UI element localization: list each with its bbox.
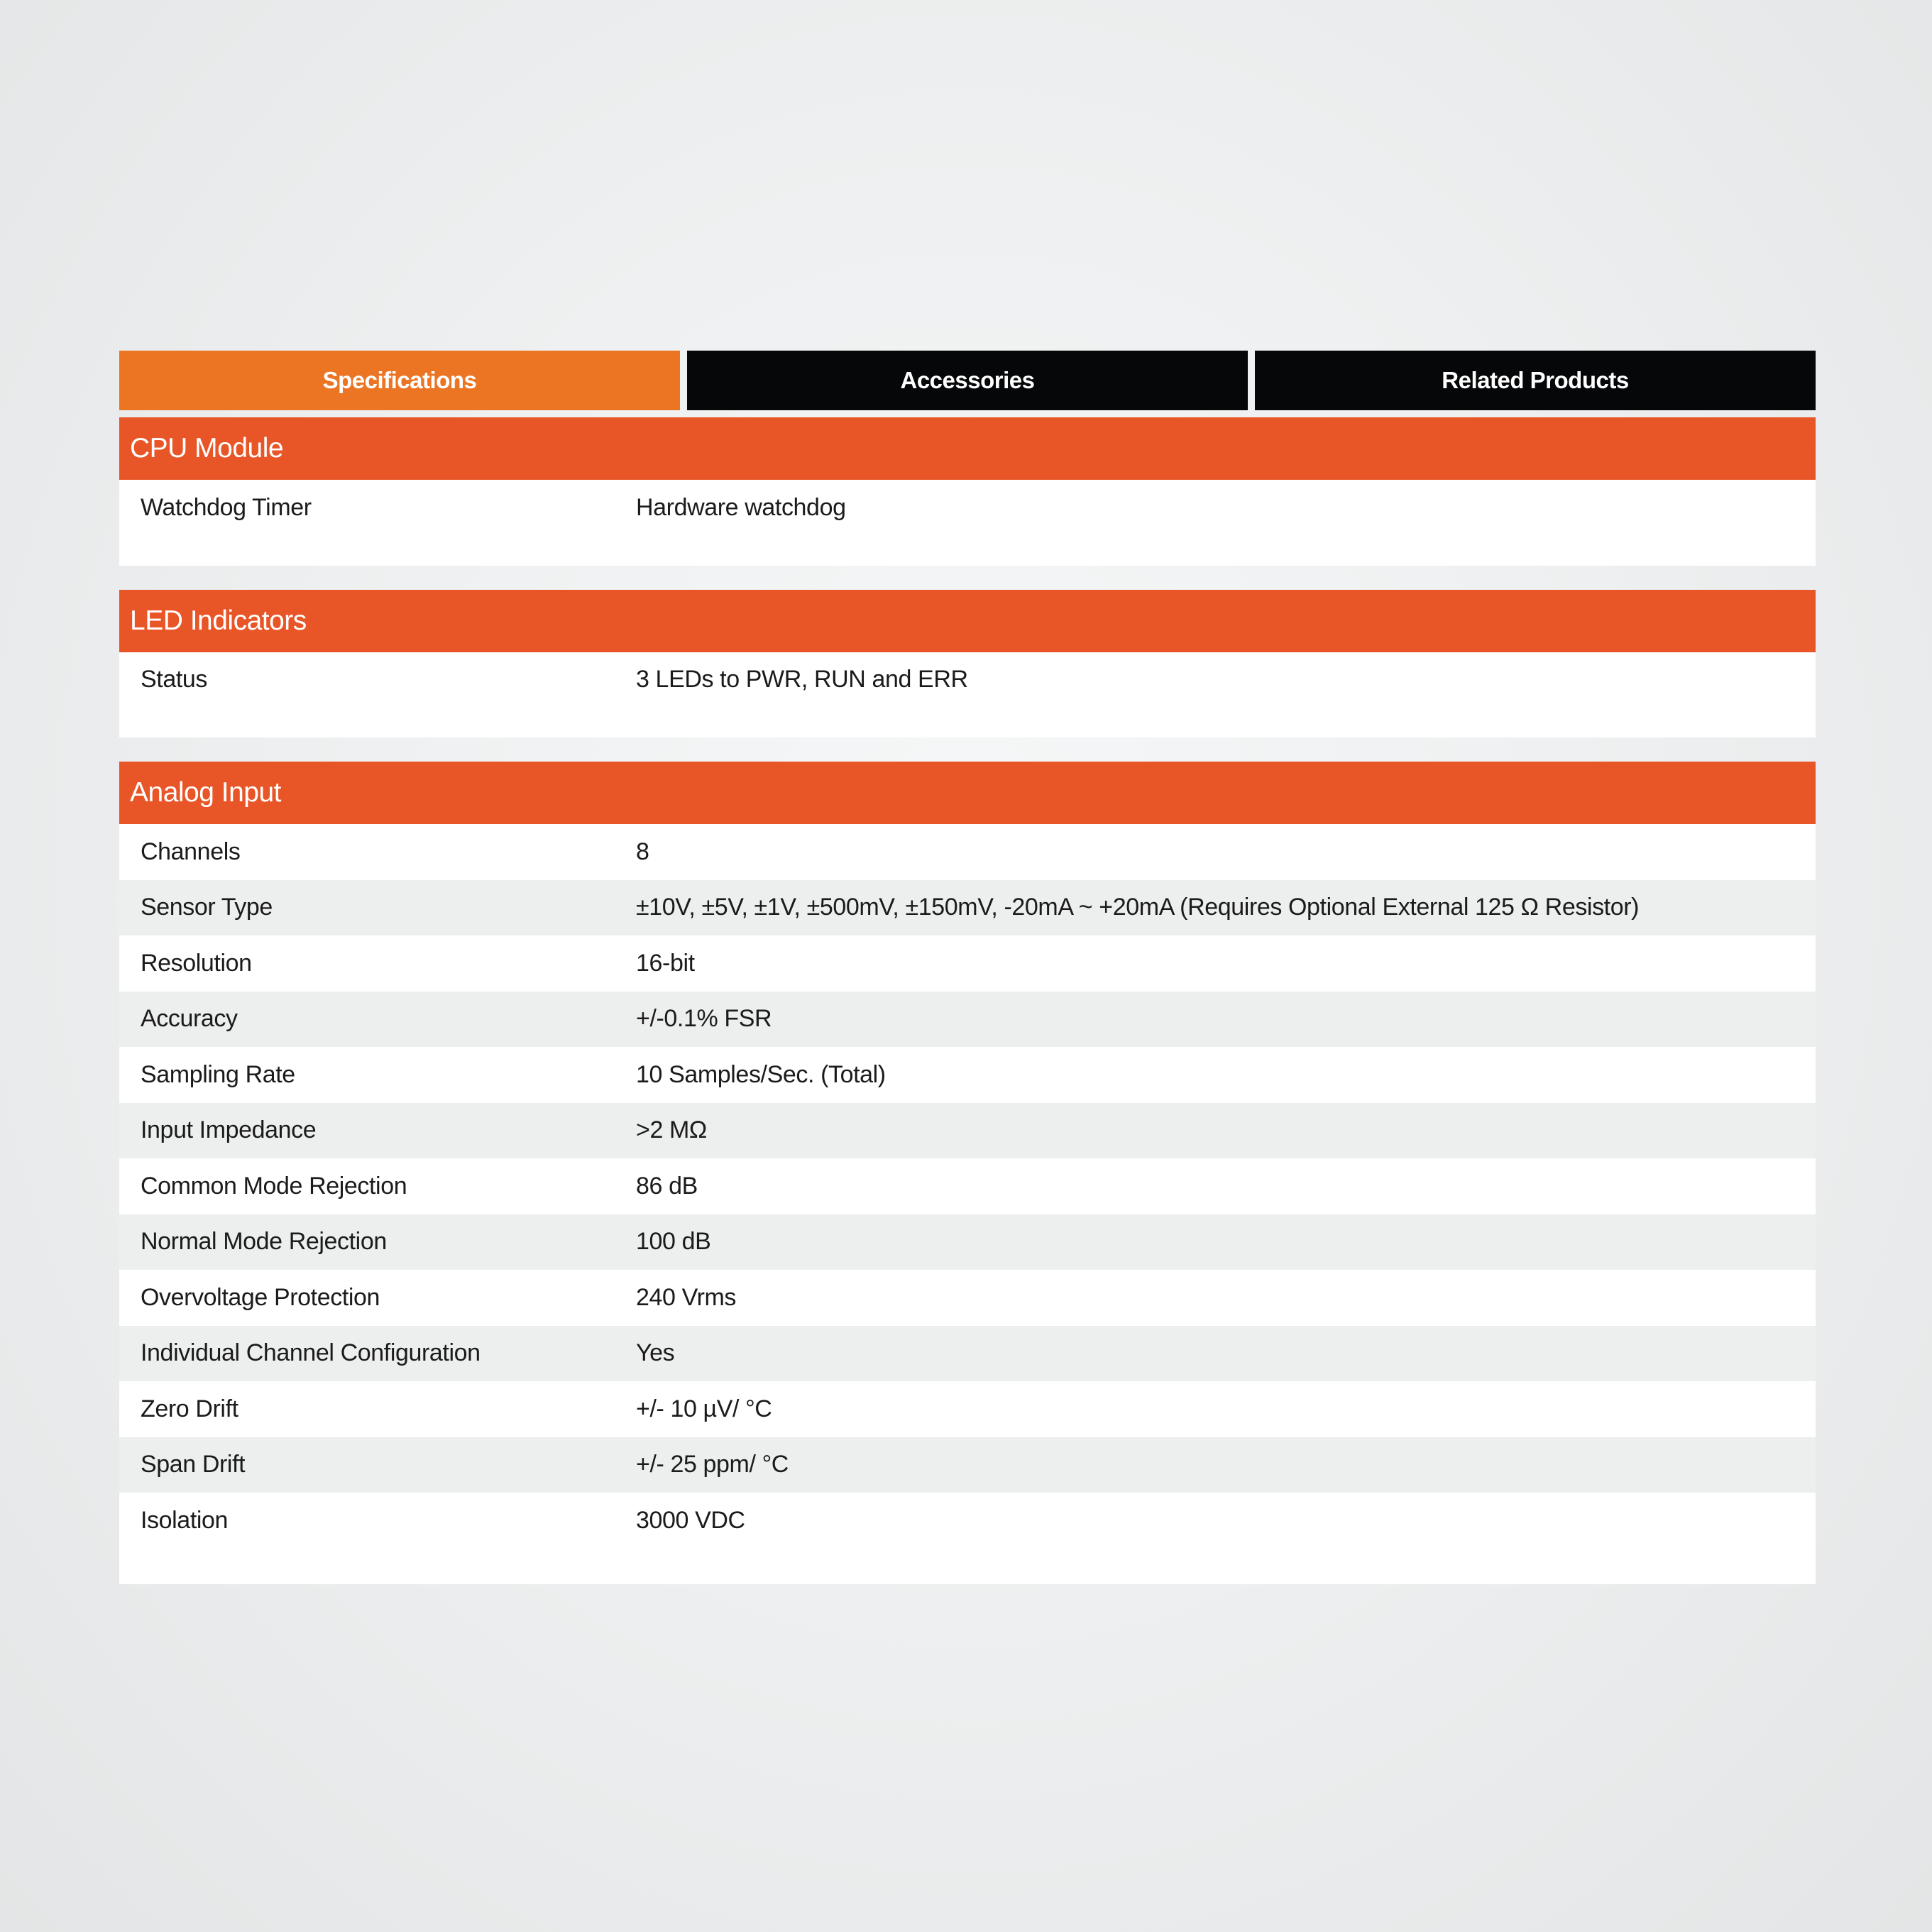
tab-accessories[interactable]: Accessories	[687, 351, 1248, 410]
spec-label: Normal Mode Rejection	[141, 1228, 387, 1256]
tab-bar	[119, 351, 1816, 410]
spec-value: Hardware watchdog	[636, 493, 846, 521]
spec-value: 86 dB	[636, 1172, 698, 1200]
spec-label: Overvoltage Protection	[141, 1283, 380, 1311]
spec-row-sampling-rate	[119, 1047, 1816, 1103]
spec-label: Span Drift	[141, 1451, 246, 1478]
spec-label: Sampling Rate	[141, 1060, 295, 1088]
spec-value: >2 MΩ	[636, 1116, 707, 1144]
spec-value: +/-0.1% FSR	[636, 1005, 772, 1033]
spec-row-resolution	[119, 935, 1816, 992]
spec-value: 3 LEDs to PWR, RUN and ERR	[636, 666, 968, 693]
spec-label: Isolation	[141, 1506, 229, 1534]
section-body-led-indicators	[119, 652, 1816, 738]
section-header-analog-input: Analog Input	[119, 762, 1816, 824]
table-bottom-padding	[119, 1549, 1816, 1584]
section-spacer	[119, 566, 1816, 590]
spec-value: ±10V, ±5V, ±1V, ±500mV, ±150mV, -20mA ~ +20mA (Requires Optional External 125 Ω Resistor)	[636, 894, 1640, 921]
spec-label: Channels	[141, 838, 241, 865]
tab-related-products[interactable]: Related Products	[1255, 351, 1816, 410]
spec-label: Common Mode Rejection	[141, 1172, 407, 1200]
section-spacer	[119, 737, 1816, 762]
section-header-led-indicators: LED Indicators	[119, 590, 1816, 652]
spec-label: Status	[141, 666, 207, 693]
spec-label: Accuracy	[141, 1005, 238, 1033]
spec-row-input-impedance	[119, 1103, 1816, 1159]
spec-value: 8	[636, 838, 649, 865]
spec-row-isolation	[119, 1493, 1816, 1549]
spec-label: Sensor Type	[141, 894, 273, 921]
spec-row-individual-channel-configuration	[119, 1326, 1816, 1382]
spec-label: Zero Drift	[141, 1395, 238, 1422]
spec-label: Input Impedance	[141, 1116, 317, 1144]
spec-row-common-mode-rejection	[119, 1158, 1816, 1214]
spec-row-sensor-type	[119, 880, 1816, 936]
section-header-cpu-module: CPU Module	[119, 417, 1816, 480]
spec-row-overvoltage-protection	[119, 1270, 1816, 1326]
spec-row-channels	[119, 824, 1816, 880]
section-body-cpu-module	[119, 480, 1816, 566]
spec-row-accuracy	[119, 992, 1816, 1048]
spec-row	[119, 480, 1816, 536]
spec-row-normal-mode-rejection	[119, 1214, 1816, 1270]
spec-value: 10 Samples/Sec. (Total)	[636, 1060, 886, 1088]
spec-value: +/- 10 µV/ °C	[636, 1395, 772, 1422]
section-body-analog-input	[119, 824, 1816, 1584]
spec-row-zero-drift	[119, 1381, 1816, 1437]
spec-value: 100 dB	[636, 1228, 711, 1256]
spec-label: Individual Channel Configuration	[141, 1339, 481, 1367]
spec-label: Resolution	[141, 949, 252, 977]
spec-row	[119, 652, 1816, 708]
spec-value: 240 Vrms	[636, 1283, 737, 1311]
spec-label: Watchdog Timer	[141, 493, 312, 521]
spec-value: 16-bit	[636, 949, 695, 977]
spec-row-span-drift	[119, 1437, 1816, 1493]
spec-value: 3000 VDC	[636, 1506, 745, 1534]
specifications-panel	[119, 351, 1816, 1584]
tab-specifications[interactable]: Specifications	[119, 351, 680, 410]
spec-value: Yes	[636, 1339, 675, 1367]
spec-value: +/- 25 ppm/ °C	[636, 1451, 789, 1478]
